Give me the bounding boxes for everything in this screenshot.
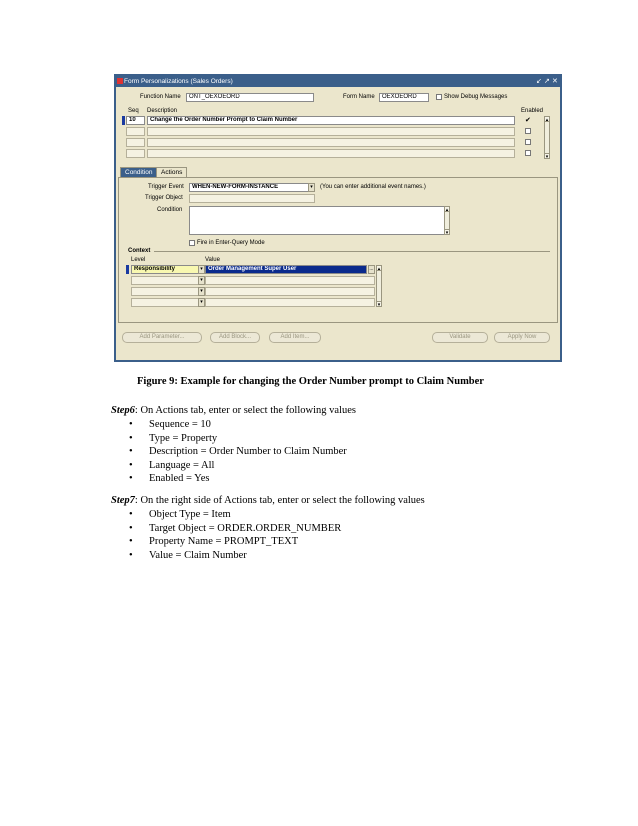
step6-text: : On Actions tab, enter or select the following values bbox=[134, 405, 356, 416]
rule-description-field[interactable] bbox=[147, 149, 515, 158]
enabled-checkbox[interactable] bbox=[525, 128, 531, 134]
window-title: Form Personalizations (Sales Orders) bbox=[124, 78, 233, 85]
context-divider bbox=[154, 251, 550, 252]
list-item: • Object Type = Item bbox=[111, 508, 341, 522]
context-value-field[interactable] bbox=[205, 276, 375, 285]
step6-list bbox=[111, 418, 347, 486]
trigger-object-label: Trigger Object bbox=[145, 195, 183, 201]
add-item-button[interactable]: Add Item... bbox=[269, 332, 321, 343]
description-column-header: Description bbox=[147, 108, 178, 114]
dropdown-icon[interactable]: ▾ bbox=[198, 298, 205, 307]
show-debug-checkbox[interactable] bbox=[436, 94, 442, 100]
add-parameter-button[interactable]: Add Parameter... bbox=[122, 332, 202, 343]
dropdown-icon[interactable]: ▾ bbox=[308, 183, 315, 192]
context-value-field[interactable] bbox=[205, 287, 375, 296]
step7-heading bbox=[111, 495, 425, 506]
dropdown-icon[interactable]: ▾ bbox=[198, 287, 205, 296]
scroll-down-icon[interactable]: ▾ bbox=[545, 154, 549, 160]
step6-name: Step6 bbox=[111, 405, 135, 416]
trigger-object-field[interactable] bbox=[189, 194, 315, 203]
list-item: • Property Name = PROMPT_TEXT bbox=[111, 535, 341, 549]
context-section-title: Context bbox=[128, 248, 151, 254]
maximize-icon[interactable]: ↗ bbox=[544, 78, 550, 85]
enabled-checkbox[interactable] bbox=[525, 139, 531, 145]
fire-in-enter-query-checkbox[interactable] bbox=[189, 240, 195, 246]
list-item: • Enabled = Yes bbox=[111, 472, 347, 486]
rule-seq-field[interactable]: 10 bbox=[126, 116, 145, 125]
level-column-header: Level bbox=[131, 257, 146, 263]
seq-column-header: Seq bbox=[128, 108, 139, 114]
figure-caption: Figure 9: Example for changing the Order Number prompt to Claim Number bbox=[137, 376, 484, 387]
list-item: • Language = All bbox=[111, 459, 347, 473]
scroll-down-icon[interactable]: ▾ bbox=[377, 302, 381, 308]
scroll-down-icon[interactable]: ▾ bbox=[445, 230, 449, 236]
close-icon[interactable]: ✕ bbox=[552, 78, 558, 85]
context-value-field[interactable] bbox=[205, 298, 375, 307]
condition-textarea[interactable] bbox=[189, 206, 445, 235]
context-level-field[interactable] bbox=[131, 287, 199, 296]
lov-icon[interactable]: ... bbox=[369, 266, 374, 272]
step7-list bbox=[111, 508, 341, 562]
tab-condition[interactable]: Condition bbox=[120, 167, 157, 177]
form-name-field[interactable]: OEXOEORD bbox=[379, 93, 429, 102]
scroll-up-icon[interactable]: ▴ bbox=[545, 117, 549, 123]
fire-in-enter-query-label: Fire in Enter-Query Mode bbox=[197, 240, 265, 246]
enabled-checkbox[interactable]: ✔ bbox=[525, 117, 531, 124]
scroll-up-icon[interactable]: ▴ bbox=[445, 207, 449, 213]
trigger-event-field[interactable]: WHEN-NEW-FORM-INSTANCE bbox=[189, 183, 309, 192]
window-titlebar bbox=[116, 76, 560, 87]
function-name-label: Function Name bbox=[140, 94, 181, 100]
condition-label: Condition bbox=[157, 207, 183, 213]
list-item: • Type = Property bbox=[111, 432, 347, 446]
form-icon bbox=[117, 78, 123, 84]
dropdown-icon[interactable]: ▾ bbox=[198, 276, 205, 285]
apply-now-button[interactable]: Apply Now bbox=[494, 332, 550, 343]
current-row-marker bbox=[126, 265, 129, 274]
enabled-column-header: Enabled bbox=[521, 108, 544, 114]
step7-name: Step7 bbox=[111, 495, 135, 506]
context-level-field[interactable]: Responsibility bbox=[131, 265, 199, 274]
tab-actions[interactable]: Actions bbox=[156, 167, 187, 177]
show-debug-label: Show Debug Messages bbox=[444, 94, 508, 100]
value-column-header: Value bbox=[205, 257, 220, 263]
rule-description-field[interactable]: Change the Order Number Prompt to Claim Number bbox=[147, 116, 515, 125]
current-row-marker bbox=[122, 116, 125, 125]
step7-text: : On the right side of Actions tab, enter or select the following values bbox=[134, 495, 425, 506]
trigger-event-hint: (You can enter additional event names.) bbox=[320, 184, 426, 190]
rule-seq-field[interactable] bbox=[126, 149, 145, 158]
rule-seq-field[interactable] bbox=[126, 138, 145, 147]
add-block-button[interactable]: Add Block... bbox=[210, 332, 260, 343]
list-item: • Value = Claim Number bbox=[111, 549, 341, 563]
rule-description-field[interactable] bbox=[147, 138, 515, 147]
list-item: • Sequence = 10 bbox=[111, 418, 347, 432]
validate-button[interactable]: Validate bbox=[432, 332, 488, 343]
trigger-event-label: Trigger Event bbox=[148, 184, 184, 190]
list-item: • Description = Order Number to Claim Number bbox=[111, 445, 347, 459]
rule-seq-field[interactable] bbox=[126, 127, 145, 136]
form-personalization-window bbox=[114, 74, 562, 362]
list-item: • Target Object = ORDER.ORDER_NUMBER bbox=[111, 522, 341, 536]
context-level-field[interactable] bbox=[131, 276, 199, 285]
rule-description-field[interactable] bbox=[147, 127, 515, 136]
enabled-checkbox[interactable] bbox=[525, 150, 531, 156]
scroll-up-icon[interactable]: ▴ bbox=[377, 266, 381, 272]
function-name-field[interactable]: ONT_OEXOEORD bbox=[186, 93, 314, 102]
step6-heading bbox=[111, 405, 356, 416]
dropdown-icon[interactable]: ▾ bbox=[198, 265, 205, 274]
minimize-icon[interactable]: ↙ bbox=[536, 78, 542, 85]
context-value-field[interactable]: Order Management Super User bbox=[205, 265, 367, 274]
form-name-label: Form Name bbox=[343, 94, 375, 100]
context-level-field[interactable] bbox=[131, 298, 199, 307]
